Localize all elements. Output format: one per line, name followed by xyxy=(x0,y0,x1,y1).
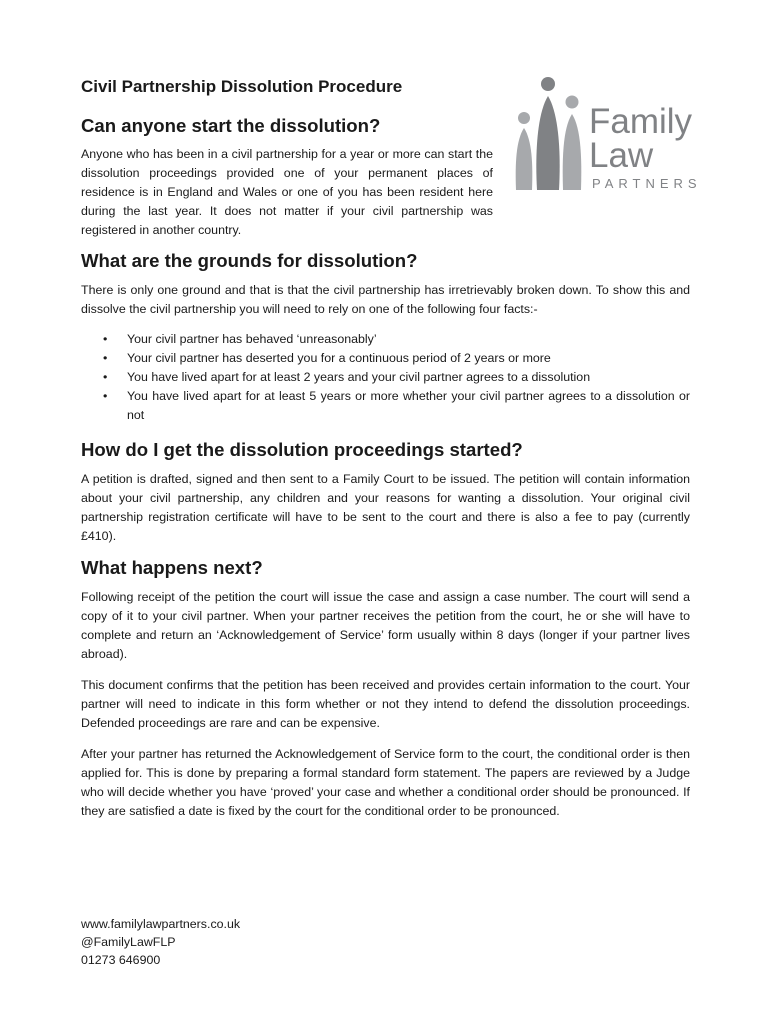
logo-word-family: Family xyxy=(589,102,693,141)
contact-footer xyxy=(81,915,240,969)
list-item xyxy=(81,349,690,368)
figure-head-center xyxy=(541,77,555,91)
list-item xyxy=(81,387,690,425)
section-paragraph: Anyone who has been in a civil partnership for a year or more can start the dissolution proceedings provided one of your permanent places of residence is in England and Wales or one of you has been resident here during the last year. It does not matter if your civil partnership was registered in another country. xyxy=(81,147,493,237)
section-paragraph: After your partner has returned the Acknowledgement of Service form to the court, the conditional order is then applied for. This is done by preparing a formal standard form statement. The papers are reviewed by a Judge who will decide whether you have ‘proved’ your case and whether a conditional order should be pronounced. If they are satisfied a date is fixed by the court for the conditional order to be pronounced. xyxy=(81,747,690,818)
section-heading: What are the grounds for dissolution? xyxy=(81,250,418,271)
list-item xyxy=(81,330,690,349)
bullet-icon: • xyxy=(103,332,108,346)
grounds-bullet-list xyxy=(81,330,690,425)
figure-body-right xyxy=(563,114,582,190)
section-heading: How do I get the dissolution proceedings started? xyxy=(81,439,523,460)
twitter-handle[interactable]: @FamilyLawFLP xyxy=(81,935,176,949)
bullet-icon: • xyxy=(103,389,108,403)
section-paragraph: There is only one ground and that is that the civil partnership has irretrievably broken down. To show this and dissolve the civil partnership you will need to rely on one of the following four facts:- xyxy=(81,283,690,316)
document-title: Civil Partnership Dissolution Procedure xyxy=(81,77,403,96)
list-item-text: Your civil partner has deserted you for a continuous period of 2 years or more xyxy=(127,351,551,365)
bullet-icon: • xyxy=(103,351,108,365)
family-law-partners-logo xyxy=(512,74,702,194)
figure-head-right xyxy=(566,96,579,109)
phone-number: 01273 646900 xyxy=(81,953,161,967)
section-paragraph: A petition is drafted, signed and then sent to a Family Court to be issued. The petition will contain information about your civil partnership, any children and your reasons for wanting a dissolution. Your original civil partnership registration certificate will have to be sent to the court and there is also a fee to pay (currently £410). xyxy=(81,472,690,543)
bullet-icon: • xyxy=(103,370,108,384)
list-item-text: Your civil partner has behaved ‘unreasonably’ xyxy=(127,332,377,346)
section-heading: What happens next? xyxy=(81,557,263,578)
family-figures-logo-icon xyxy=(512,74,588,194)
logo-word-law: Law xyxy=(589,136,654,175)
list-item-text: You have lived apart for at least 5 years or more whether your civil partner agrees to a dissolution or not xyxy=(127,389,690,422)
figure-head-left xyxy=(518,112,530,124)
logo-word-partners: PARTNERS xyxy=(592,176,702,191)
website-link[interactable]: www.familylawpartners.co.uk xyxy=(81,917,241,931)
figure-body-center xyxy=(536,96,559,190)
list-item-text: You have lived apart for at least 2 years and your civil partner agrees to a dissolution xyxy=(127,370,591,384)
section-paragraph: This document confirms that the petition has been received and provides certain information to the court. Your partner will need to indicate in this form whether or not they intend to defend the dissolution proceedings. Defended proceedings are rare and can be expensive. xyxy=(81,678,690,730)
section-heading: Can anyone start the dissolution? xyxy=(81,115,381,136)
section-paragraph: Following receipt of the petition the court will issue the case and assign a case number. The court will send a copy of it to your civil partner. When your partner receives the petition from the court, he or she will have to complete and return an ‘Acknowledgement of Service’ form usually within 8 days (longer if your partner lives abroad). xyxy=(81,590,690,661)
list-item xyxy=(81,368,690,387)
figure-body-left xyxy=(516,128,533,190)
